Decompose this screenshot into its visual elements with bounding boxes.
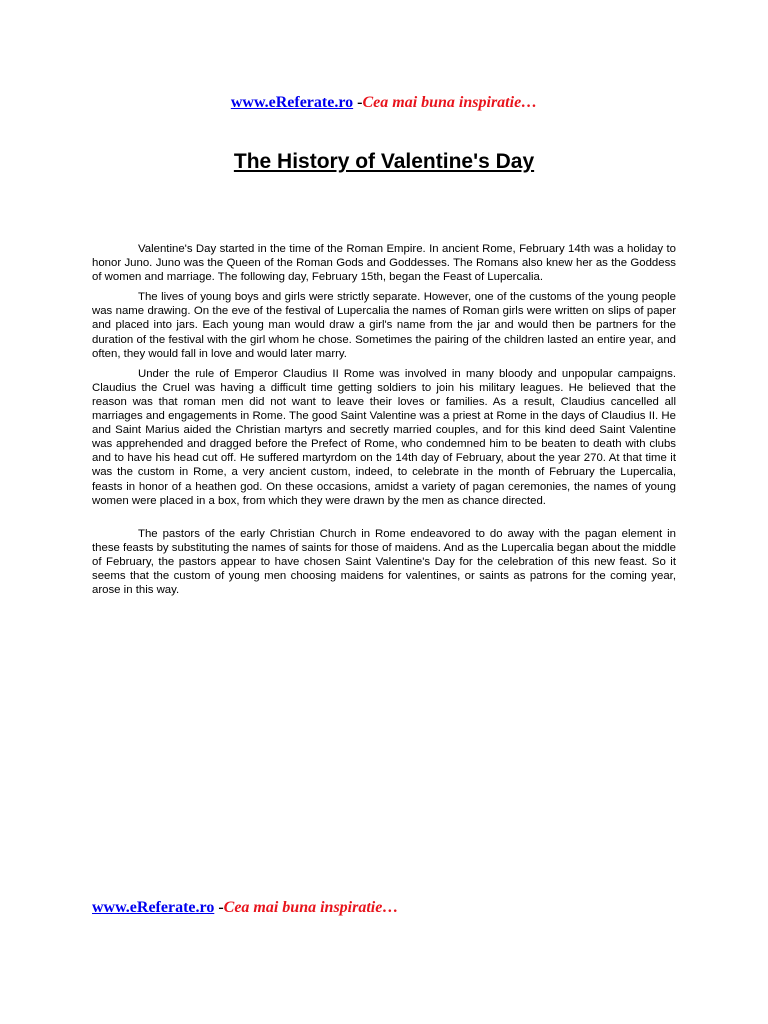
page-header — [0, 93, 768, 113]
footer-separator: - — [214, 899, 224, 916]
footer-site-link[interactable]: www.eReferate.ro — [92, 899, 215, 916]
article-body — [92, 242, 676, 597]
footer-tagline: Cea mai buna inspiratie… — [223, 899, 399, 916]
header-site-link[interactable]: www.eReferate.ro — [230, 94, 354, 111]
header-separator: - — [353, 94, 363, 111]
paragraph-2: The lives of young boys and girls were strictly separate. However, one of the customs of the young people was name drawing. On the eve of the festival of Lupercalia the names of Roman girls were written on slips of paper and placed into jars. Each young man would draw a girl's name from the jar and would then be partners for the duration of the festival with the girl whom he chose. Sometimes the pairing of the children lasted an entire year, and often, they would fall in love and would later marry. — [92, 291, 676, 360]
paragraph-3: Under the rule of Emperor Claudius II Rome was involved in many bloody and unpopular campaigns. Claudius the Cruel was having a difficult time getting soldiers to join his military leagues. He believed that the reason was that roman men did not want to leave their loves or families. As a result, Claudius cancelled all marriages and engagements in Rome. The good Saint Valentine was a priest at Rome in the days of Claudius II. He and Saint Marius aided the Christian martyrs and secretly married couples, and for this kind deed Saint Valentine was apprehended and dragged before the Prefect of Rome, who condemned him to be beaten to death with clubs and to have his head cut off. He suffered martyrdom on the 14th day of February, about the year 270. At that time it was the custom in Rome, a very ancient custom, indeed, to celebrate in the month of February the Lupercalia, feasts in honor of a heathen god. On these occasions, amidst a variety of pagan ceremonies, the names of young women were placed in a box, from which they were drawn by the men as chance directed. — [92, 367, 676, 507]
paragraph-4: The pastors of the early Christian Church in Rome endeavored to do away with the pagan element in these feasts by substituting the names of saints for those of maidens. And as the Lupercalia began about the middle of February, the pastors appear to have chosen Saint Valentine's Day for the celebration of this new feast. So it seems that the custom of young men choosing maidens for valentines, or saints as patrons for the coming year, arose in this way. — [92, 527, 676, 597]
header-tagline: Cea mai buna inspiratie… — [362, 94, 538, 111]
paragraph-1: Valentine's Day started in the time of the Roman Empire. In ancient Rome, February 14th was a holiday to honor Juno. Juno was the Queen of the Roman Gods and Goddesses. The Romans also knew her as the Goddess of women and marriage. The following day, February 15th, began the Feast of Lupercalia. — [92, 243, 676, 284]
page-title: The History of Valentine's Day — [233, 150, 535, 173]
page-footer — [92, 898, 398, 918]
